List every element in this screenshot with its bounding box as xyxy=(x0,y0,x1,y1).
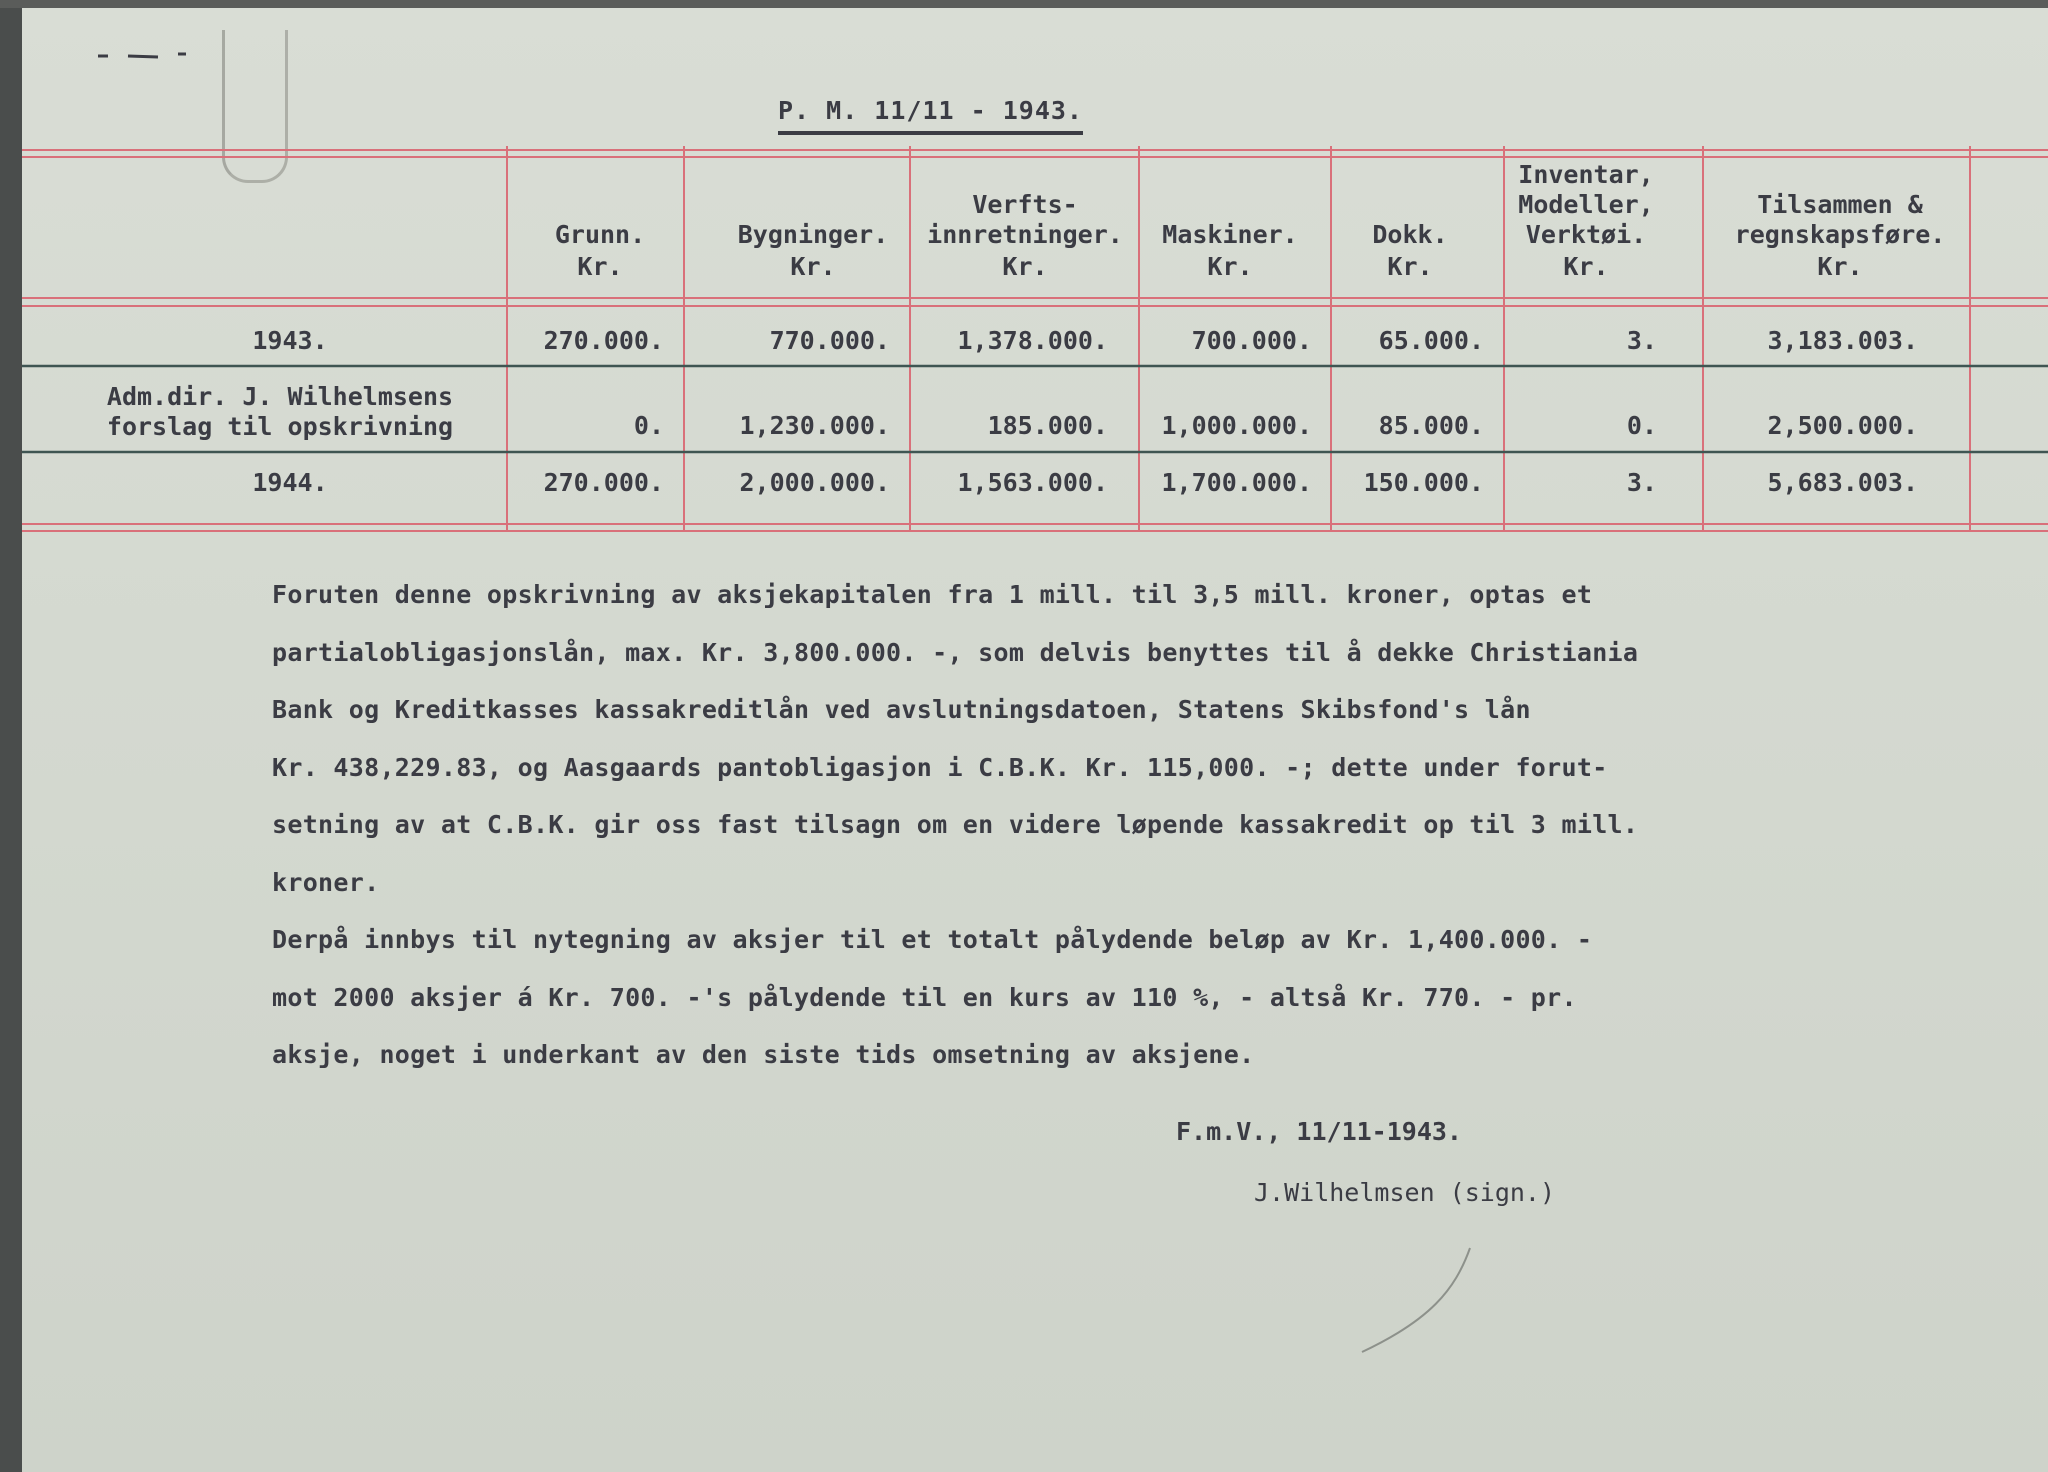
table-cell: 65.000. xyxy=(1378,326,1484,355)
col-header-line: Kr. xyxy=(577,252,623,281)
scan-edge-top xyxy=(0,0,2048,8)
col-header-line: Kr. xyxy=(790,252,836,281)
table-cell: 2,500.000. xyxy=(1767,411,1918,440)
col-header-bygninger xyxy=(728,220,898,282)
body-paragraph xyxy=(272,566,1832,1084)
table-cell: 270.000. xyxy=(543,326,664,355)
table-cell: 85.000. xyxy=(1378,411,1484,440)
col-header-inventar xyxy=(1508,160,1664,282)
body-line: partialobligasjonslån, max. Kr. 3,800.000. -, som delvis benyttes til å dekke Christiania xyxy=(272,637,1639,667)
row-label: 1943. xyxy=(252,326,328,355)
table-cell: 0. xyxy=(633,411,664,440)
place-date: F.m.V., 11/11-1943. xyxy=(1176,1117,1462,1146)
body-line: Kr. 438,229.83, og Aasgaards pantobligasjon i C.B.K. Kr. 115,000. -; dette under forut- xyxy=(272,752,1608,782)
table-cell: 3,183.003. xyxy=(1767,326,1918,355)
col-header-line: Bygninger. xyxy=(737,220,889,249)
row-label xyxy=(60,382,500,442)
col-header-dokk xyxy=(1340,220,1480,282)
col-header-line: Grunn. xyxy=(554,220,646,249)
col-header-line: Verfts- xyxy=(972,190,1078,219)
body-line: Foruten denne opskrivning av aksjekapitalen fra 1 mill. til 3,5 mill. kroner, optas et xyxy=(272,580,1593,609)
col-header-line: Dokk. xyxy=(1372,220,1448,249)
row-label: 1944. xyxy=(252,468,328,497)
col-header-line: Kr. xyxy=(1207,252,1253,281)
table-cell: 3. xyxy=(1626,468,1657,497)
page-title: P. M. 11/11 - 1943. xyxy=(778,96,1083,135)
table-cell: 3. xyxy=(1626,326,1657,355)
table-cell: 5,683.003. xyxy=(1767,468,1918,497)
body-line: mot 2000 aksjer á Kr. 700. -'s pålydende til en kurs av 110 %, - altså Kr. 770. - pr. xyxy=(272,982,1577,1012)
body-line: kroner. xyxy=(272,867,380,897)
col-header-line: Kr. xyxy=(1563,252,1609,281)
paper-clip-mark xyxy=(222,30,288,183)
col-header-line: Kr. xyxy=(1387,252,1433,281)
col-header-line: Verktøi. xyxy=(1525,220,1647,249)
body-line: aksje, noget i underkant av den siste tids omsetning av aksjene. xyxy=(272,1040,1255,1069)
table-cell: 0. xyxy=(1626,411,1657,440)
col-header-grunn xyxy=(535,220,665,282)
col-header-line: Modeller, xyxy=(1518,190,1654,219)
pencil-stroke-mark xyxy=(1350,1240,1490,1360)
body-line: Bank og Kreditkasses kassakreditlån ved avslutningsdatoen, Statens Skibsfond's lån xyxy=(272,695,1531,724)
table-cell: 150.000. xyxy=(1363,468,1484,497)
table-cell: 1,230.000. xyxy=(739,411,890,440)
table-cell: 1,378.000. xyxy=(957,326,1108,355)
col-header-line: Tilsammen & xyxy=(1757,190,1923,219)
body-line: setning av at C.B.K. gir oss fast tilsagn om en videre løpende kassakredit op til 3 mill. xyxy=(272,810,1639,839)
col-header-line: Maskiner. xyxy=(1162,220,1298,249)
table-cell: 2,000.000. xyxy=(739,468,890,497)
table-cell: 1,000.000. xyxy=(1161,411,1312,440)
col-header-verftsinnretninger xyxy=(912,190,1138,282)
table-cell: 270.000. xyxy=(543,468,664,497)
col-header-line: regnskapsføre. xyxy=(1734,220,1946,249)
col-header-tilsammen xyxy=(1712,190,1968,282)
col-header-line: Kr. xyxy=(1817,252,1863,281)
table-cell: 1,563.000. xyxy=(957,468,1108,497)
col-header-line: innretninger. xyxy=(927,220,1123,249)
col-header-maskiner xyxy=(1150,220,1310,282)
table-cell: 700.000. xyxy=(1191,326,1312,355)
body-line: Derpå innbys til nytegning av aksjer til et totalt pålydende beløp av Kr. 1,400.000. - xyxy=(272,925,1593,954)
scan-edge xyxy=(0,0,22,1472)
col-header-line: Inventar, xyxy=(1518,160,1654,189)
col-header-line: Kr. xyxy=(1002,252,1048,281)
corner-mark xyxy=(98,52,188,60)
table-cell: 1,700.000. xyxy=(1161,468,1312,497)
table-cell: 770.000. xyxy=(769,326,890,355)
row-label-line: Adm.dir. J. Wilhelmsens xyxy=(106,382,454,411)
table-cell: 185.000. xyxy=(987,411,1108,440)
row-label-line: forslag til opskrivning xyxy=(106,412,454,441)
signature-line: J.Wilhelmsen (sign.) xyxy=(1254,1178,1556,1207)
